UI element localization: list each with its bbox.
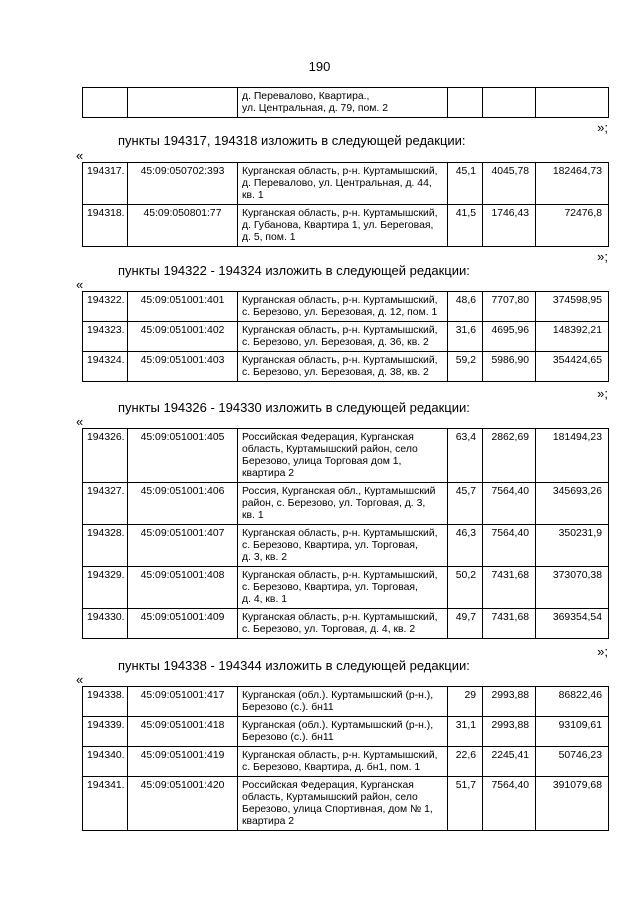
row-number-cell: 194327. xyxy=(83,483,128,525)
amendment-table xyxy=(82,686,609,831)
cadastral-number-cell: 45:09:051001:417 xyxy=(128,687,238,717)
area-cell: 29 xyxy=(448,687,483,717)
row-number-cell: 194322. xyxy=(83,292,128,322)
table-row xyxy=(83,717,609,747)
cadastral-value-cell: 148392,21 xyxy=(536,322,609,352)
table-row xyxy=(83,429,609,483)
cadastral-number-cell: 45:09:051001:401 xyxy=(128,292,238,322)
table-row xyxy=(83,777,609,831)
open-quote: « xyxy=(76,672,84,687)
cadastral-value-cell: 345693,26 xyxy=(536,483,609,525)
cadastral-rate-cell: 2993,88 xyxy=(483,687,536,717)
cadastral-rate-cell: 4695,96 xyxy=(483,322,536,352)
amendment-table xyxy=(82,428,609,639)
address-cell: Курганская область, р-н. Куртамышский, с. Березово, ул. Березовая, д. 36, кв. 2 xyxy=(238,322,448,352)
area-cell: 31,1 xyxy=(448,717,483,747)
cadastral-value-cell xyxy=(536,88,609,118)
row-number-cell xyxy=(83,88,128,118)
cadastral-value-cell: 86822,46 xyxy=(536,687,609,717)
cadastral-number-cell: 45:09:050801:77 xyxy=(128,205,238,247)
address-cell: Курганская (обл.). Куртамышский (р-н.), Березово (с.). бн11 xyxy=(238,687,448,717)
row-number-cell: 194340. xyxy=(83,747,128,777)
address-cell: Курганская область, р-н. Куртамышский, с. Березово, ул. Березовая, д. 38, кв. 2 xyxy=(238,352,448,382)
cadastral-value-cell: 374598,95 xyxy=(536,292,609,322)
cadastral-rate-cell: 1746,43 xyxy=(483,205,536,247)
cadastral-number-cell: 45:09:051001:408 xyxy=(128,567,238,609)
cadastral-value-cell: 181494,23 xyxy=(536,429,609,483)
area-cell: 31,6 xyxy=(448,322,483,352)
area-cell: 63,4 xyxy=(448,429,483,483)
section-instruction: пункты 194326 - 194330 изложить в следующей редакции: xyxy=(118,400,470,415)
area-cell: 46,3 xyxy=(448,525,483,567)
end-quote: »; xyxy=(597,386,608,401)
address-cell: Российская Федерация, Курганская область, Куртамышский район, село Березово, улица Спортивная, дом № 1, квартира 2 xyxy=(238,777,448,831)
table-row xyxy=(83,483,609,525)
address-cell: Курганская область, р-н. Куртамышский, д. Губанова, Квартира 1, ул. Береговая, д. 5, пом. 1 xyxy=(238,205,448,247)
cadastral-rate-cell: 5986,90 xyxy=(483,352,536,382)
cadastral-value-cell: 350231,9 xyxy=(536,525,609,567)
row-number-cell: 194326. xyxy=(83,429,128,483)
cadastral-rate-cell: 2993,88 xyxy=(483,717,536,747)
cadastral-value-cell: 50746,23 xyxy=(536,747,609,777)
row-number-cell: 194324. xyxy=(83,352,128,382)
address-cell: Курганская область, р-н. Куртамышский, с. Березово, ул. Торговая, д. 4, кв. 2 xyxy=(238,609,448,639)
cadastral-rate-cell: 7564,40 xyxy=(483,777,536,831)
amendment-table xyxy=(82,291,609,382)
table-row xyxy=(83,292,609,322)
section-instruction: пункты 194338 - 194344 изложить в следующей редакции: xyxy=(118,658,470,673)
cadastral-number-cell xyxy=(128,88,238,118)
cadastral-rate-cell: 2245,41 xyxy=(483,747,536,777)
amendment-table xyxy=(82,162,609,247)
row-number-cell: 194317. xyxy=(83,163,128,205)
row-number-cell: 194323. xyxy=(83,322,128,352)
table-row xyxy=(83,205,609,247)
table-row xyxy=(83,609,609,639)
area-cell: 50,2 xyxy=(448,567,483,609)
table-row xyxy=(83,687,609,717)
top-table xyxy=(82,87,609,118)
area-cell: 41,5 xyxy=(448,205,483,247)
table-row xyxy=(83,322,609,352)
cadastral-number-cell: 45:09:051001:407 xyxy=(128,525,238,567)
row-number-cell: 194338. xyxy=(83,687,128,717)
end-quote: »; xyxy=(597,644,608,659)
end-quote: »; xyxy=(597,249,608,264)
open-quote: « xyxy=(76,414,84,429)
row-number-cell: 194318. xyxy=(83,205,128,247)
row-number-cell: 194328. xyxy=(83,525,128,567)
address-cell: Курганская (обл.). Куртамышский (р-н.), Березово (с.). бн11 xyxy=(238,717,448,747)
address-cell: Курганская область, р-н. Куртамышский, с. Березово, Квартира, ул. Торговая, д. 4, кв. 1 xyxy=(238,567,448,609)
area-cell xyxy=(448,88,483,118)
cadastral-rate-cell: 7564,40 xyxy=(483,525,536,567)
cadastral-value-cell: 93109,61 xyxy=(536,717,609,747)
cadastral-rate-cell xyxy=(483,88,536,118)
cadastral-value-cell: 391079,68 xyxy=(536,777,609,831)
area-cell: 49,7 xyxy=(448,609,483,639)
cadastral-rate-cell: 7707,80 xyxy=(483,292,536,322)
cadastral-number-cell: 45:09:051001:418 xyxy=(128,717,238,747)
cadastral-value-cell: 369354,54 xyxy=(536,609,609,639)
cadastral-number-cell: 45:09:051001:409 xyxy=(128,609,238,639)
row-number-cell: 194339. xyxy=(83,717,128,747)
area-cell: 45,1 xyxy=(448,163,483,205)
cadastral-value-cell: 72476,8 xyxy=(536,205,609,247)
row-number-cell: 194330. xyxy=(83,609,128,639)
cadastral-number-cell: 45:09:051001:405 xyxy=(128,429,238,483)
table-row xyxy=(83,163,609,205)
address-cell: Курганская область, р-н. Куртамышский, с. Березово, Квартира, д. бн1, пом. 1 xyxy=(238,747,448,777)
address-cell: Россия, Курганская обл., Куртамышский район, с. Березово, ул. Торговая, д. 3, кв. 1 xyxy=(238,483,448,525)
area-cell: 51,7 xyxy=(448,777,483,831)
table-row xyxy=(83,747,609,777)
cadastral-number-cell: 45:09:050702:393 xyxy=(128,163,238,205)
end-quote: »; xyxy=(597,120,608,135)
area-cell: 45,7 xyxy=(448,483,483,525)
open-quote: « xyxy=(76,148,84,163)
cadastral-number-cell: 45:09:051001:403 xyxy=(128,352,238,382)
cadastral-value-cell: 182464,73 xyxy=(536,163,609,205)
section-instruction: пункты 194317, 194318 изложить в следующей редакции: xyxy=(118,133,466,148)
cadastral-value-cell: 354424,65 xyxy=(536,352,609,382)
cadastral-rate-cell: 2862,69 xyxy=(483,429,536,483)
page-number: 190 xyxy=(308,59,331,74)
address-cell: Курганская область, р-н. Куртамышский, с. Березово, ул. Березовая, д. 12, пом. 1 xyxy=(238,292,448,322)
address-cell: Курганская область, р-н. Куртамышский, с. Березово, Квартира, ул. Торговая, д. 3, кв. 2 xyxy=(238,525,448,567)
table-row xyxy=(83,352,609,382)
cadastral-rate-cell: 4045,78 xyxy=(483,163,536,205)
cadastral-rate-cell: 7431,68 xyxy=(483,609,536,639)
cadastral-number-cell: 45:09:051001:406 xyxy=(128,483,238,525)
cadastral-number-cell: 45:09:051001:420 xyxy=(128,777,238,831)
area-cell: 48,6 xyxy=(448,292,483,322)
row-number-cell: 194341. xyxy=(83,777,128,831)
table-row xyxy=(83,567,609,609)
area-cell: 59,2 xyxy=(448,352,483,382)
table-row xyxy=(83,525,609,567)
open-quote: « xyxy=(76,277,84,292)
section-instruction: пункты 194322 - 194324 изложить в следующей редакции: xyxy=(118,263,470,278)
address-cell: Российская Федерация, Курганская область, Куртамышский район, село Березово, улица Торговая дом 1, квартира 2 xyxy=(238,429,448,483)
cadastral-value-cell: 373070,38 xyxy=(536,567,609,609)
address-cell: д. Перевалово, Квартира., ул. Центральная, д. 79, пом. 2 xyxy=(238,88,448,118)
table-row xyxy=(83,88,609,118)
address-cell: Курганская область, р-н. Куртамышский, д. Перевалово, ул. Центральная, д. 44, кв. 1 xyxy=(238,163,448,205)
cadastral-rate-cell: 7431,68 xyxy=(483,567,536,609)
cadastral-rate-cell: 7564,40 xyxy=(483,483,536,525)
cadastral-number-cell: 45:09:051001:419 xyxy=(128,747,238,777)
row-number-cell: 194329. xyxy=(83,567,128,609)
area-cell: 22,6 xyxy=(448,747,483,777)
cadastral-number-cell: 45:09:051001:402 xyxy=(128,322,238,352)
